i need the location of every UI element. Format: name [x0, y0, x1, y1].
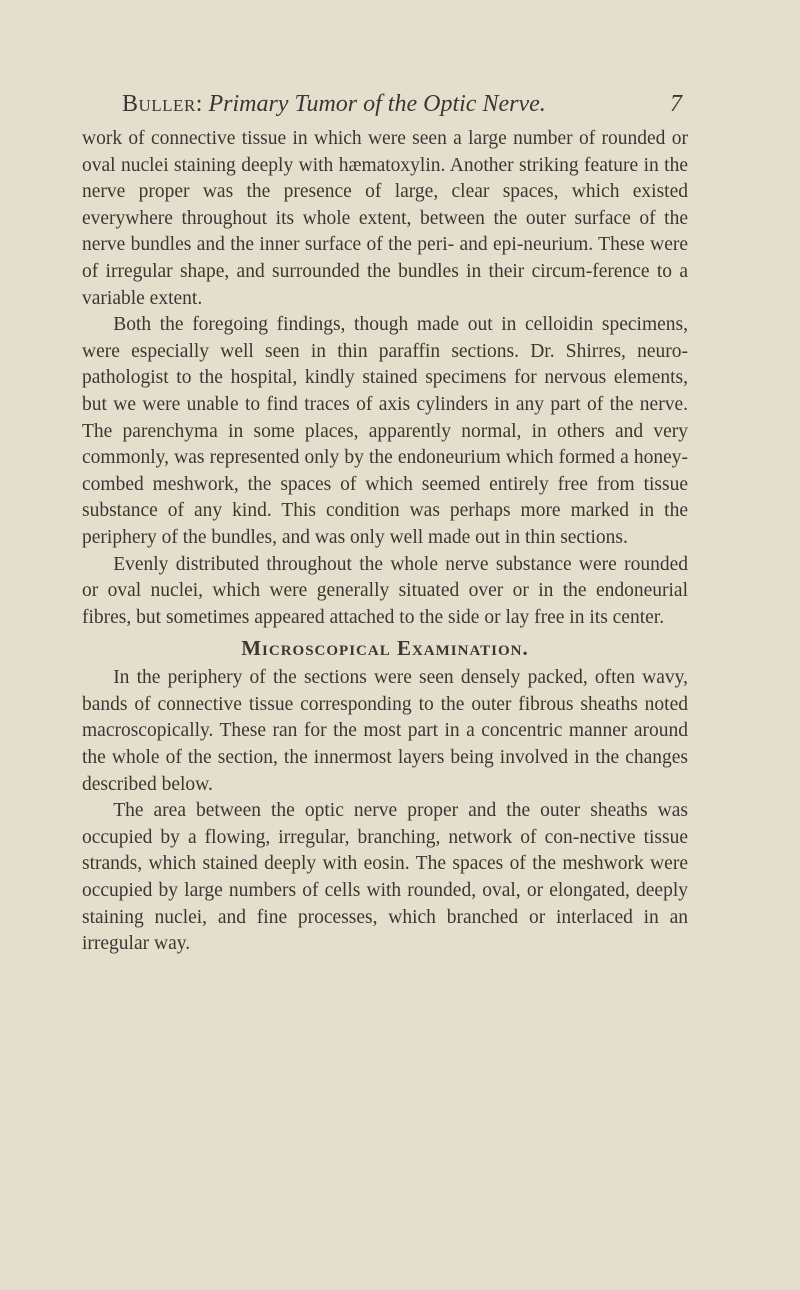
section-heading: Microscopical Examination.	[241, 636, 529, 661]
paragraph: In the periphery of the sections were seen densely packed, often wavy, bands of connective tissue corresponding to the outer fibrous sheaths noted macroscopically. These ran for the most part in a concentric manner around the whole of the section, the innermost layers being involved in the changes described below.	[82, 667, 688, 795]
body-text	[82, 126, 688, 958]
header-title: Primary Tumor of the Optic Nerve.	[208, 91, 546, 117]
page-number: 7	[670, 91, 682, 117]
paragraph-continued: work of connective tissue in which were seen a large number of rounded or oval nuclei staining deeply with hæmatoxylin. Another striking feature in the nerve proper was the presence of large, clear spaces, which existed everywhere throughout its whole extent, between the outer surface of the nerve bundles and the inner surface of the peri- and epi-neurium. These were of irregular shape, and surrounded the bundles in their circum-ference to a variable extent.	[82, 128, 688, 309]
running-header	[122, 84, 682, 124]
header-separator: :	[195, 91, 209, 117]
header-author: Buller	[122, 91, 196, 117]
paragraph: Evenly distributed throughout the whole nerve substance were rounded or oval nuclei, which were generally situated over or in the endoneurial fibres, but sometimes appeared attached to the side or lay free in its center.	[82, 553, 688, 628]
paragraph: The area between the optic nerve proper and the outer sheaths was occupied by a flowing, irregular, branching, network of con-nective tissue strands, which stained deeply with eosin. The spaces of the meshwork were occupied by large numbers of cells with rounded, oval, or elongated, deeply staining nuclei, and fine processes, which branched or interlaced in an irregular way.	[82, 800, 688, 955]
paragraph: Both the foregoing findings, though made out in celloidin specimens, were especially well seen in thin paraffin sections. Dr. Shirres, neuro-pathologist to the hospital, kindly stained specimens for nervous elements, but we were unable to find traces of axis cylinders in any part of the nerve. The parenchyma in some places, apparently normal, in others and very commonly, was represented only by the endoneurium which formed a honey-combed meshwork, the spaces of which seemed entirely free from tissue substance of any kind. This condition was perhaps more marked in the periphery of the bundles, and was only well made out in thin sections.	[82, 314, 688, 548]
